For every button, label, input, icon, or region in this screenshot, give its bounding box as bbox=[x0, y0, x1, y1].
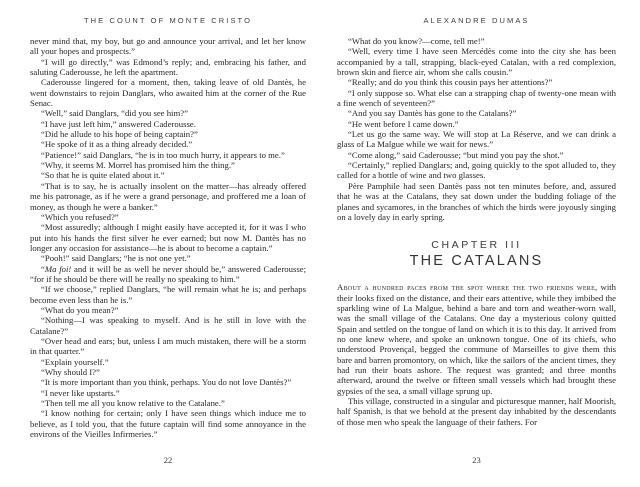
paragraph bbox=[30, 367, 306, 377]
paragraph bbox=[30, 36, 306, 57]
text-segment: “Certainly,” replied Danglars; and, going quickly to the spot alluded to, they called for a bottle of wine and two glasses. bbox=[337, 160, 616, 181]
text-segment: “Nothing—I was speaking to myself. And is he still in love with the Catalane?” bbox=[30, 315, 306, 336]
paragraph bbox=[30, 253, 306, 263]
paragraph bbox=[30, 336, 306, 357]
paragraph bbox=[337, 160, 616, 181]
paragraph bbox=[30, 181, 306, 212]
paragraph bbox=[337, 129, 616, 150]
paragraph bbox=[30, 57, 306, 78]
paragraph bbox=[30, 264, 306, 285]
paragraph bbox=[337, 88, 616, 109]
text-segment-italic: Ma foi! bbox=[44, 263, 72, 274]
right-page-body-bottom bbox=[337, 282, 616, 427]
paragraph bbox=[30, 160, 306, 170]
paragraph bbox=[30, 408, 306, 439]
text-segment: “Pooh!” said Danglars; “he is not one yet.” bbox=[41, 253, 191, 264]
paragraph bbox=[30, 129, 306, 139]
paragraph bbox=[337, 396, 616, 427]
text-segment: “He spoke of it as a thing already decided.” bbox=[41, 139, 193, 150]
text-segment: “What do you know?—come, tell me!” bbox=[348, 36, 485, 46]
text-segment: “So that he is quite elated about it.” bbox=[41, 170, 165, 181]
text-segment: This village, constructed in a singular and picturesque manner, half Moorish, half Spanish, is that we behold at the present day inhabited by the descendants of those men who speak the language of their fathers. For bbox=[337, 395, 616, 427]
text-segment: “I have just left him,” answered Caderousse. bbox=[41, 118, 196, 129]
text-segment: “Which you refused?” bbox=[41, 211, 119, 222]
running-header-right: ALEXANDRE DUMAS bbox=[423, 16, 530, 25]
paragraph bbox=[337, 77, 616, 87]
text-segment: “Explain yourself.” bbox=[41, 356, 109, 367]
paragraph bbox=[30, 222, 306, 253]
left-page-body bbox=[30, 36, 306, 439]
paragraph bbox=[337, 150, 616, 160]
text-segment: “Really; and do you think this cousin pays her attentions?” bbox=[348, 77, 553, 88]
chapter-heading bbox=[337, 239, 616, 269]
paragraph bbox=[30, 170, 306, 180]
paragraph bbox=[30, 212, 306, 222]
running-header-left: THE COUNT OF MONTE CRISTO bbox=[83, 16, 253, 25]
paragraph bbox=[337, 181, 616, 222]
text-segment: “Come along,” said Caderousse; “but mind you pay the shot.” bbox=[348, 149, 564, 160]
paragraph bbox=[30, 315, 306, 336]
text-segment: “ bbox=[41, 263, 45, 274]
paragraph bbox=[337, 108, 616, 118]
text-segment: “That is to say, he is actually insolent on the matter—has already offered me his patronage, as if he were a grand personage, and proffered me a loan of money, as though he were a banker.” bbox=[30, 180, 306, 212]
text-segment: “If we choose,” replied Danglars, “he will remain what he is; and perhaps become even less than he is.” bbox=[30, 284, 306, 305]
text-segment: “I know nothing for certain; only I have seen things which induce me to believe, as I told you, that the future captain will find some annoyance in the environs of the Vieilles Infirmeries.” bbox=[30, 408, 306, 440]
chapter-title: THE CATALANS bbox=[409, 253, 544, 270]
paragraph bbox=[30, 305, 306, 315]
page-number-left: 22 bbox=[163, 455, 173, 465]
text-segment: “I will go directly,” was Edmond’s reply; and, embracing his father, and saluting Caderousse, he left the apartment. bbox=[30, 56, 306, 78]
text-segment: “Patience!” said Danglars, “he is in too much hurry, it appears to me.” bbox=[41, 149, 285, 160]
text-segment-smallcaps: About a hundred paces from the spot where the two friends were, bbox=[337, 282, 598, 293]
text-segment: “Over head and ears; but, unless I am much mistaken, there will be a storm in that quarter.” bbox=[30, 335, 306, 357]
paragraph bbox=[30, 284, 306, 305]
text-segment: “Well,” said Danglars, “did you see him?” bbox=[41, 108, 188, 119]
paragraph bbox=[337, 36, 616, 46]
paragraph bbox=[30, 398, 306, 408]
right-page-body-top bbox=[337, 36, 616, 222]
text-segment: “Let us go the same way. We will stop at La Réserve, and we can drink a glass of La Malgue while we wait for news.” bbox=[337, 129, 616, 150]
paragraph bbox=[337, 282, 616, 396]
text-segment: “Did he allude to his hope of being captain?” bbox=[41, 129, 198, 140]
paragraph bbox=[30, 388, 306, 398]
text-segment: “I only suppose so. What else can a strapping chap of twenty-one mean with a fine wench of seventeen?” bbox=[337, 87, 616, 109]
chapter-number: CHAPTER III bbox=[431, 239, 522, 252]
text-segment: Caderousse lingered for a moment, then, taking leave of old Dantès, he went downstairs to rejoin Danglars, who awaited him at the corner of the Rue Senac. bbox=[30, 77, 306, 109]
paragraph bbox=[30, 139, 306, 149]
text-segment: “Well, every time I have seen Mercédès come into the city she has been accompanied by a tall, strapping, black-eyed Catalan, with a red complexion, brown skin and fierce air, whom she calls cousin.” bbox=[337, 46, 616, 78]
text-segment: “And you say Dantès has gone to the Catalans?” bbox=[348, 108, 517, 119]
text-segment: with their looks fixed on the distance, and their ears attentive, while they imbibed the sparkling wine of La Malgue, behind a bare and torn and weather-worn wall, was the small village of the Catalans. One day a mysterious colony quitted Spain and settled on the tongue of land on which it is to this day. It arrived from no one knew where, and spoke an unknown tongue. One of its chiefs, who understood Provençal, begged the commune of Marseilles to give them this bare and barren promontory, on which, like the sailors of the ancient times, they had run their boats ashore. The request was granted; and three months afterward, around the twelve or fifteen small vessels which had brought these gypsies of the sea, a small village sprung up. bbox=[337, 282, 616, 396]
paragraph bbox=[337, 119, 616, 129]
paragraph bbox=[337, 46, 616, 77]
text-segment: and it will be as well he never should be,” answered Caderousse; “for if he should be there will be really no speaking to him.” bbox=[30, 263, 306, 284]
text-segment: “What do you mean?” bbox=[41, 304, 119, 315]
text-segment: “Why should I?” bbox=[41, 367, 100, 377]
paragraph bbox=[30, 108, 306, 118]
text-segment: “He went before I came down.” bbox=[348, 118, 459, 129]
paragraph bbox=[30, 119, 306, 129]
text-segment: Père Pamphile had seen Dantès pass not ten minutes before, and, assured that he was at the Catalans, they sat down under the budding foliage of the planes and sycamores, in the branches of which the birds were joyously singing on a lovely day in early spring. bbox=[337, 180, 616, 222]
text-segment: “Most assuredly; although I might easily have accepted it, for it was I who put into his hands the first silver he ever earned; but now M. Dantès has no longer any occasion for assistance—he is about to become a captain.” bbox=[30, 222, 306, 253]
text-segment: never mind that, my boy, but go and announce your arrival, and let her know all your hopes and prospects.” bbox=[30, 36, 306, 57]
page-number-right: 23 bbox=[472, 455, 481, 465]
text-segment: “It is more important than you think, perhaps. You do not love Dantès?” bbox=[41, 377, 292, 388]
right-page bbox=[320, 0, 640, 487]
paragraph bbox=[30, 150, 306, 160]
paragraph bbox=[30, 377, 306, 387]
text-segment: “Why, it seems M. Morrel has promised him the thing.” bbox=[41, 160, 235, 171]
paragraph bbox=[30, 357, 306, 367]
text-segment: “Then tell me all you know relative to the Catalane.” bbox=[41, 398, 225, 409]
text-segment: “I never like upstarts.” bbox=[41, 387, 120, 398]
paragraph bbox=[30, 77, 306, 108]
